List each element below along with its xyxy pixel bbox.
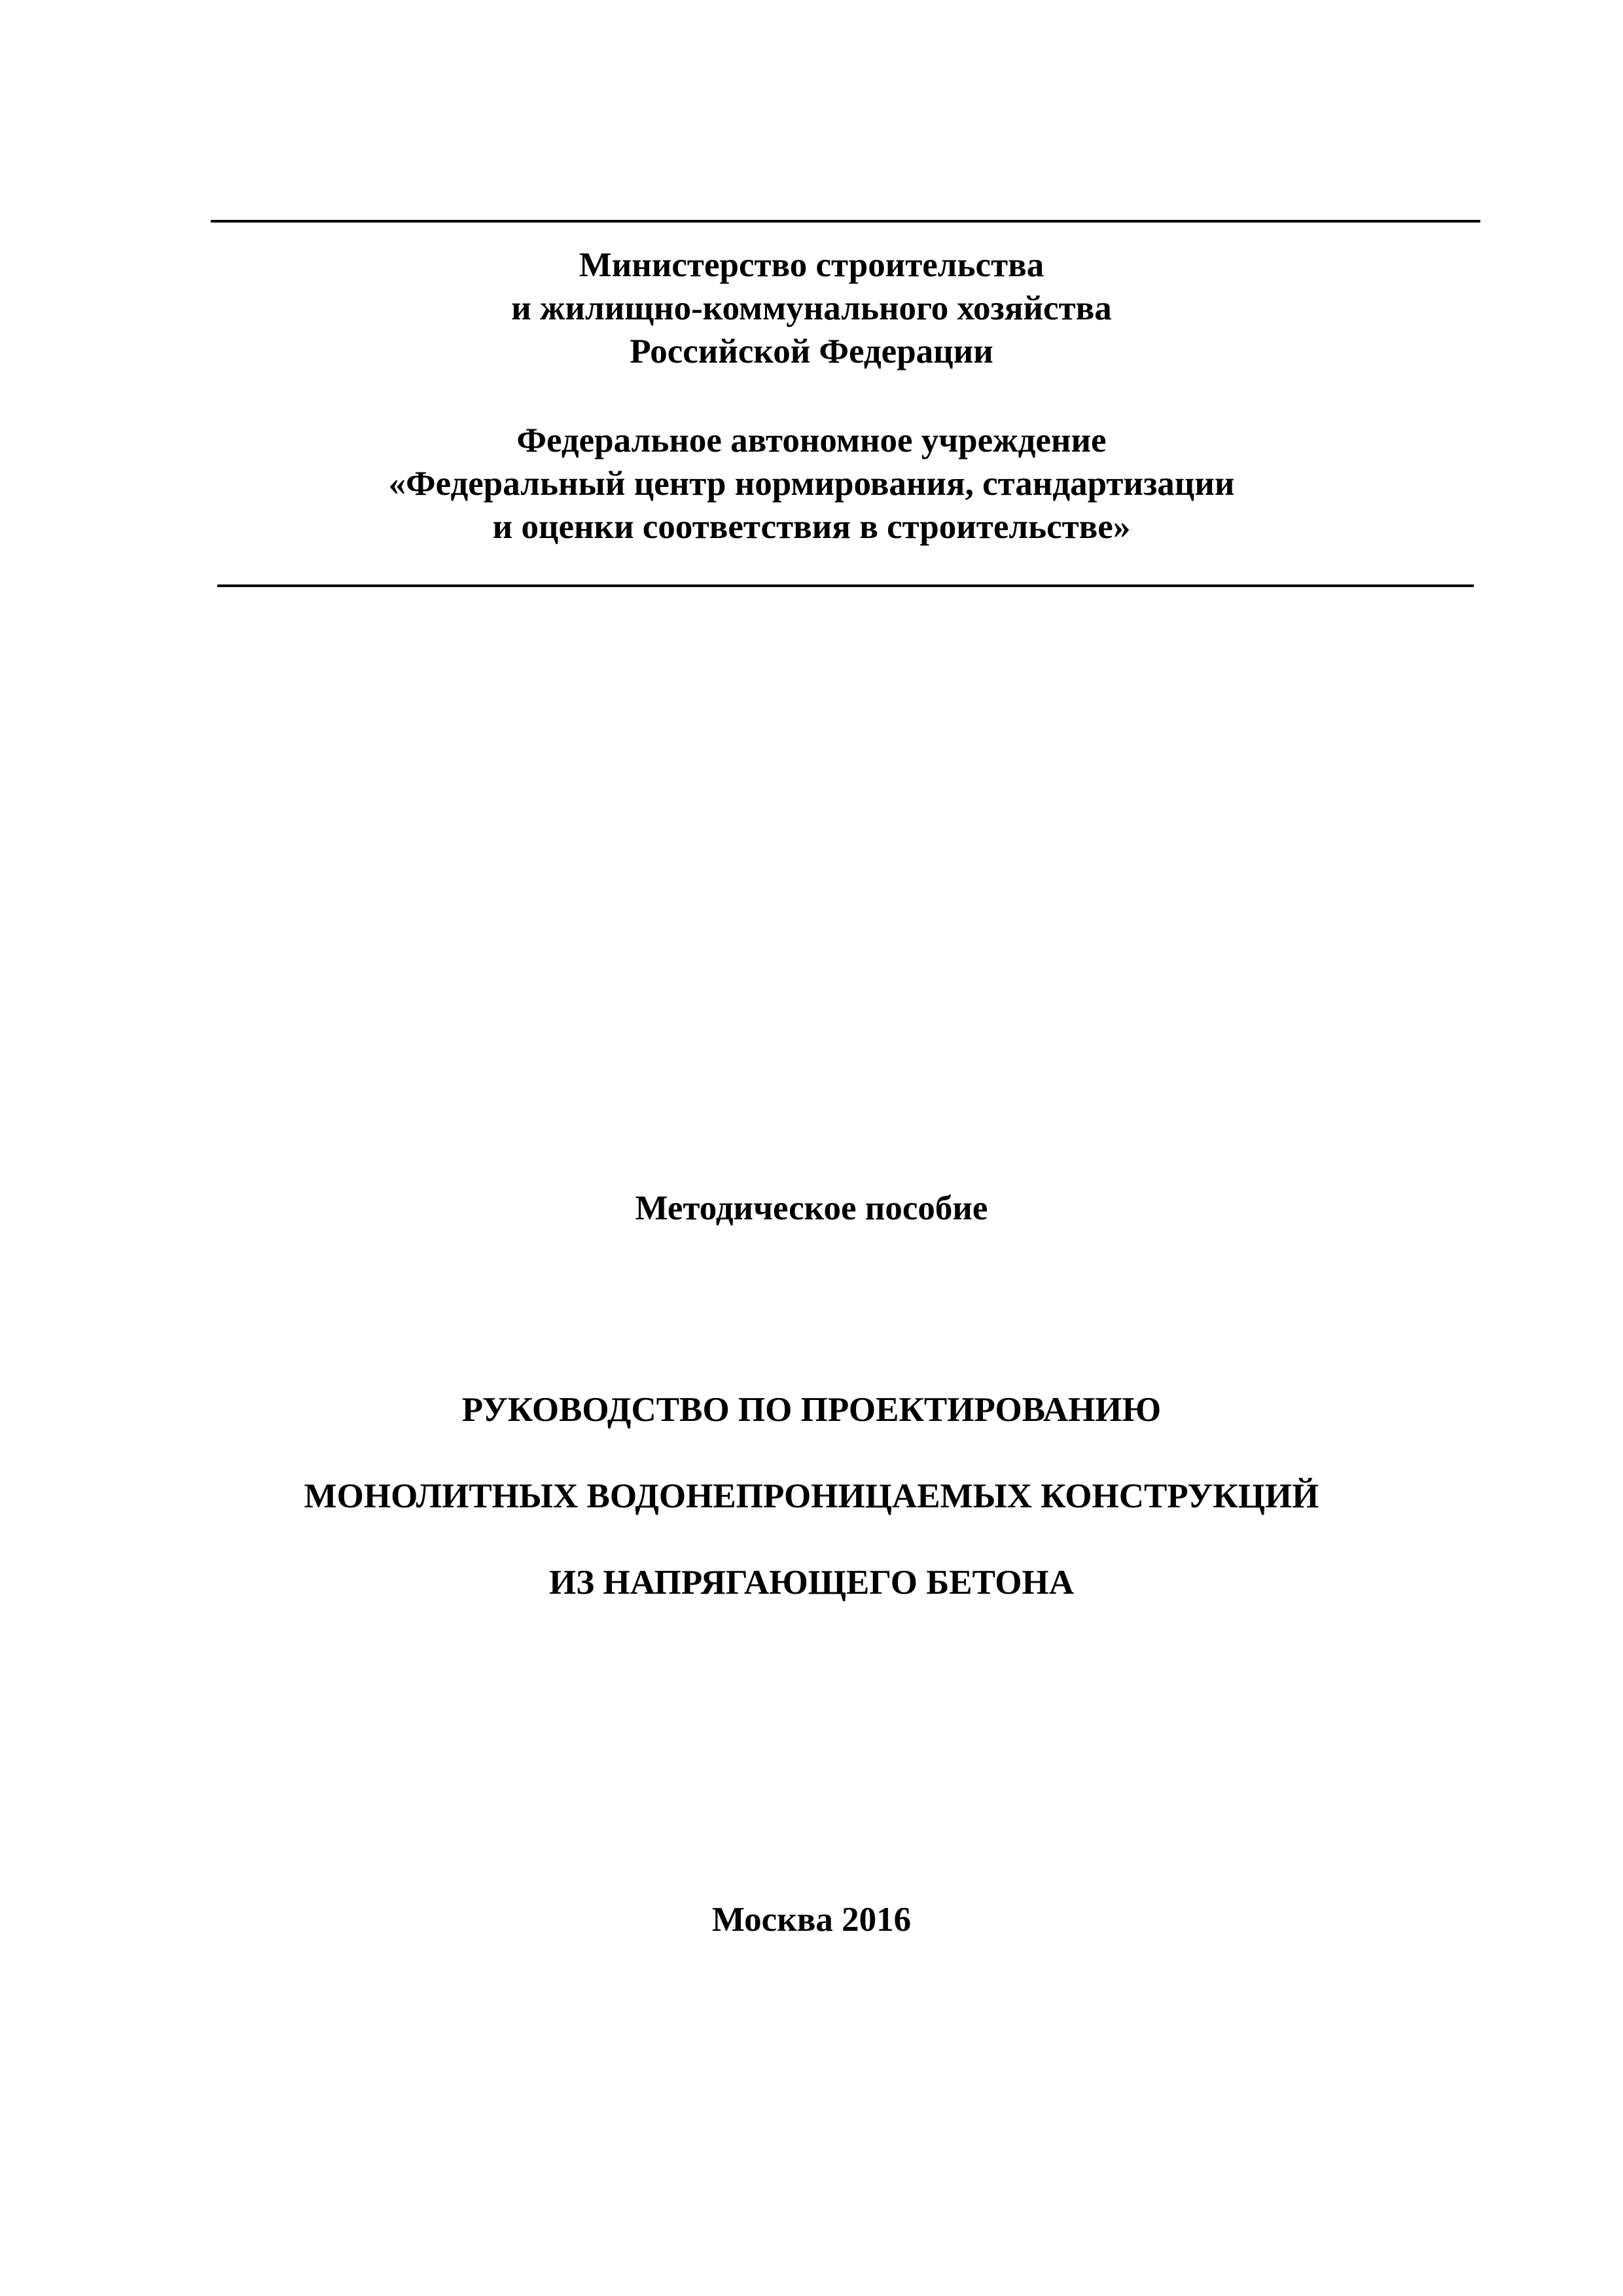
title-line-1: РУКОВОДСТВО ПО ПРОЕКТИРОВАНИЮ [461, 1391, 1162, 1429]
institution-line-3: и оценки соответствия в строительстве» [492, 508, 1131, 546]
institution-line-1: Федеральное автономное учреждение [516, 422, 1107, 459]
title-line-2: МОНОЛИТНЫХ ВОДОНЕПРОНИЦАЕМЫХ КОНСТРУКЦИЙ [304, 1477, 1319, 1515]
ministry-line-3: Российской Федерации [630, 332, 993, 370]
header-bottom-rule [217, 584, 1474, 587]
document-title [0, 1367, 1623, 1626]
institution-line-2: «Федеральный центр нормирования, стандартизации [388, 465, 1235, 503]
place-year-label: Москва 2016 [711, 1901, 912, 1939]
header-top-rule [211, 220, 1480, 223]
ministry-heading [0, 243, 1623, 373]
document-type [0, 1187, 1623, 1230]
document-type-label: Методическое пособие [635, 1189, 988, 1227]
institution-heading [0, 419, 1623, 548]
title-line-3: ИЗ НАПРЯГАЮЩЕГО БЕТОНА [549, 1564, 1074, 1602]
ministry-line-2: и жилищно-коммунального хозяйства [511, 289, 1112, 327]
place-and-year [0, 1898, 1623, 1941]
ministry-line-1: Министерство строительства [579, 246, 1044, 284]
